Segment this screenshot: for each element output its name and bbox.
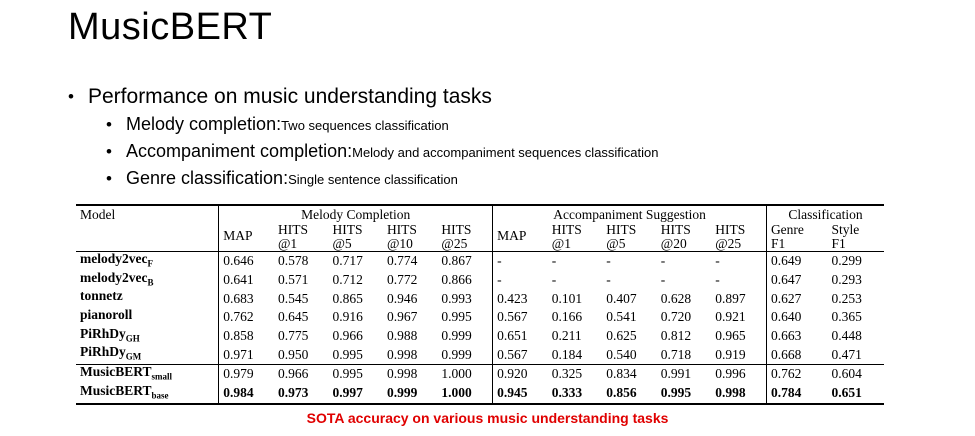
value-cell: 0.997	[332, 385, 363, 401]
table-caption: SOTA accuracy on various music understanding tasks	[306, 410, 669, 426]
sub-bullet-label: Melody completion:	[126, 114, 282, 134]
group-header-melody	[219, 205, 493, 223]
sub-bullet	[106, 114, 659, 141]
value-cell: 0.945	[493, 384, 548, 404]
value-cell: 0.950	[277, 346, 309, 362]
value-cell: 0.998	[386, 366, 418, 382]
table-row	[76, 252, 884, 271]
column-header-line: @10	[386, 236, 413, 251]
column-header	[328, 223, 382, 252]
value-cell: 0.663	[766, 327, 827, 346]
value-cell: 0.540	[606, 346, 637, 362]
column-header-line: @20	[660, 236, 687, 251]
value-cell: 0.991	[660, 366, 692, 382]
group-header-accompaniment	[493, 205, 767, 223]
sub-bullet	[106, 141, 659, 168]
model-name: melody2vec	[80, 251, 148, 266]
value-cell: 0.604	[831, 366, 862, 382]
value-cell: 0.641	[219, 271, 274, 290]
value-cell: 0.628	[660, 290, 692, 306]
value-cell: 0.407	[606, 290, 637, 306]
value-cell: 0.448	[831, 328, 862, 344]
value-cell: 0.999	[441, 328, 472, 344]
table-row	[76, 384, 884, 404]
value-cell: -	[606, 272, 611, 288]
value-cell: 0.101	[551, 290, 583, 306]
sub-bullet-detail: Single sentence classification	[288, 172, 458, 187]
model-subscript: F	[147, 258, 153, 269]
value-cell: -	[606, 253, 611, 269]
value-cell: -	[660, 272, 666, 288]
value-cell: 0.784	[766, 384, 827, 404]
value-cell: 0.812	[660, 328, 692, 344]
sub-bullet-detail: Melody and accompaniment sequences classification	[352, 145, 659, 160]
column-header	[437, 223, 492, 252]
value-cell: 0.834	[606, 366, 637, 382]
slide-title: MusicBERT	[68, 6, 273, 48]
column-header	[602, 223, 656, 252]
model-name-cell	[76, 327, 219, 346]
column-header	[548, 223, 602, 252]
value-cell: -	[715, 253, 720, 269]
value-cell: 0.365	[831, 309, 862, 325]
column-header-line: @5	[606, 236, 626, 251]
value-cell: 0.979	[219, 365, 274, 384]
model-name: PiRhDy	[80, 344, 126, 360]
column-header-line: HITS	[441, 222, 472, 237]
value-cell: 0.995	[660, 385, 692, 401]
value-cell: 0.423	[493, 289, 548, 308]
value-cell: 0.325	[551, 366, 583, 382]
table-row	[76, 345, 884, 364]
value-cell: 0.668	[766, 345, 827, 364]
model-column-header: Model	[76, 205, 219, 252]
column-header	[657, 223, 711, 252]
value-cell: 0.184	[551, 346, 583, 362]
value-cell: 0.567	[493, 308, 548, 327]
value-cell: 0.998	[386, 346, 418, 362]
column-header	[827, 223, 884, 252]
value-cell: -	[715, 272, 720, 288]
column-header	[274, 223, 328, 252]
model-subscript: GH	[125, 333, 140, 344]
bullet-dot-icon: •	[106, 115, 112, 134]
value-cell: -	[493, 252, 548, 271]
model-subscript: small	[151, 371, 173, 382]
bullet-dot-icon: •	[106, 142, 112, 161]
value-cell: 0.858	[219, 327, 274, 346]
group-label: Melody Completion	[301, 206, 411, 222]
value-cell: 0.866	[441, 272, 472, 288]
model-name-cell	[76, 271, 219, 290]
value-cell: 0.720	[660, 309, 692, 325]
value-cell: 0.762	[219, 308, 274, 327]
value-cell: 0.253	[831, 290, 862, 306]
value-cell: 0.996	[715, 366, 746, 382]
value-cell: -	[493, 271, 548, 290]
value-cell: 0.166	[551, 309, 583, 325]
value-cell: 0.897	[715, 290, 746, 306]
value-cell: 0.774	[386, 253, 418, 269]
bullet-dot-icon: •	[106, 169, 112, 188]
bullet-dot-icon: •	[68, 87, 74, 106]
value-cell: 0.865	[332, 290, 363, 306]
value-cell: -	[551, 272, 557, 288]
column-header	[383, 223, 437, 252]
sub-bullet-label: Accompaniment completion:	[126, 141, 353, 161]
column-header	[219, 223, 274, 252]
column-header-line: Style	[831, 222, 860, 237]
column-header-line: HITS	[386, 222, 417, 237]
value-cell: 0.966	[277, 366, 309, 382]
value-cell: 0.971	[219, 345, 274, 364]
value-cell: 0.973	[277, 385, 309, 401]
value-cell: 0.995	[441, 309, 472, 325]
bullet-list	[68, 84, 659, 195]
value-cell: 0.299	[831, 253, 862, 269]
value-cell: 0.471	[831, 346, 862, 362]
main-bullet-text: Performance on music understanding tasks	[88, 85, 492, 108]
model-subscript: GM	[125, 352, 142, 363]
value-cell: 0.856	[606, 385, 637, 401]
value-cell: 0.998	[715, 385, 746, 401]
value-cell: 0.921	[715, 309, 746, 325]
value-cell: 0.333	[551, 385, 583, 401]
value-cell: 0.984	[219, 384, 274, 404]
results-table	[76, 204, 884, 405]
value-cell: 0.567	[493, 345, 548, 364]
value-cell: -	[660, 253, 666, 269]
value-cell: 0.995	[332, 346, 363, 362]
column-header-line: @25	[715, 236, 742, 251]
value-cell: 0.646	[219, 252, 274, 271]
value-cell: 0.867	[441, 253, 472, 269]
sub-bullet	[106, 168, 659, 195]
column-header-line: Genre	[770, 222, 804, 237]
value-cell: 0.647	[766, 271, 827, 290]
table-row	[76, 365, 884, 384]
model-name-cell	[76, 252, 219, 271]
column-header-line: MAP	[223, 228, 253, 243]
value-cell: 0.571	[277, 272, 309, 288]
column-header-line: HITS	[332, 222, 363, 237]
value-cell: -	[551, 253, 557, 269]
model-name: MusicBERT	[80, 364, 152, 380]
value-cell: 0.717	[332, 253, 363, 269]
model-subscript: base	[151, 390, 169, 401]
value-cell: 0.999	[386, 385, 418, 401]
value-cell: 0.545	[277, 290, 309, 306]
column-header-line: @1	[277, 236, 298, 251]
value-cell: 0.966	[332, 328, 363, 344]
column-header-line: @1	[551, 236, 571, 251]
sub-bullet-list	[68, 114, 659, 195]
column-header-line: F1	[770, 236, 786, 251]
value-cell: 1.000	[441, 366, 472, 382]
value-cell: 0.775	[277, 328, 309, 344]
results-table-wrap	[76, 204, 884, 405]
model-name: PiRhDy	[80, 325, 126, 341]
column-header	[711, 223, 766, 252]
sub-bullet-detail: Two sequences classification	[281, 118, 449, 133]
table-row	[76, 308, 884, 327]
value-cell: 0.683	[219, 289, 274, 308]
column-header-line: HITS	[551, 222, 582, 237]
value-cell: 0.965	[715, 328, 746, 344]
main-bullet	[68, 84, 659, 110]
column-header-line: @5	[332, 236, 352, 251]
model-name-cell	[76, 289, 219, 308]
column-header-line: HITS	[277, 222, 308, 237]
value-cell: 0.651	[493, 327, 548, 346]
value-cell: 0.712	[332, 272, 363, 288]
value-cell: 0.946	[386, 290, 418, 306]
value-cell: 0.578	[277, 253, 309, 269]
column-header-line: @25	[441, 236, 468, 251]
value-cell: 0.293	[831, 272, 862, 288]
table-row	[76, 327, 884, 346]
model-name-cell	[76, 384, 219, 404]
model-name-cell	[76, 365, 219, 384]
value-cell: 0.920	[493, 365, 548, 384]
model-name-cell	[76, 345, 219, 364]
value-cell: 0.640	[766, 308, 827, 327]
model-subscript: B	[147, 277, 154, 288]
model-name-cell	[76, 308, 219, 327]
value-cell: 0.993	[441, 290, 472, 306]
value-cell: 0.627	[766, 289, 827, 308]
table-body	[76, 252, 884, 404]
model-name: tonnetz	[80, 288, 123, 304]
column-header-line: MAP	[497, 228, 527, 243]
group-label: Accompaniment Suggestion	[553, 206, 706, 222]
value-cell: 0.645	[277, 309, 309, 325]
table-row	[76, 289, 884, 308]
model-name: pianoroll	[80, 307, 133, 323]
column-header-line: HITS	[606, 222, 637, 237]
sub-bullet-label: Genre classification:	[126, 168, 289, 188]
value-cell: 1.000	[441, 385, 472, 401]
value-cell: 0.649	[766, 252, 827, 271]
value-cell: 0.541	[606, 309, 637, 325]
value-cell: 0.988	[386, 328, 418, 344]
value-cell: 0.916	[332, 309, 363, 325]
value-cell: 0.919	[715, 346, 746, 362]
column-header-line: HITS	[715, 222, 746, 237]
value-cell: 0.625	[606, 328, 637, 344]
model-name: MusicBERT	[80, 382, 152, 398]
value-cell: 0.718	[660, 346, 692, 362]
value-cell: 0.995	[332, 366, 363, 382]
column-header-line: F1	[831, 236, 846, 251]
value-cell: 0.651	[831, 385, 862, 401]
value-cell: 0.211	[551, 328, 582, 344]
column-header-line: HITS	[660, 222, 691, 237]
column-header	[766, 223, 827, 252]
value-cell: 0.762	[766, 365, 827, 384]
column-header	[493, 223, 548, 252]
value-cell: 0.999	[441, 346, 472, 362]
value-cell: 0.967	[386, 309, 418, 325]
model-name: melody2vec	[80, 269, 148, 285]
value-cell: 0.772	[386, 272, 418, 288]
group-header-classification	[766, 205, 884, 223]
table-row	[76, 271, 884, 290]
group-label: Classification	[788, 206, 863, 222]
